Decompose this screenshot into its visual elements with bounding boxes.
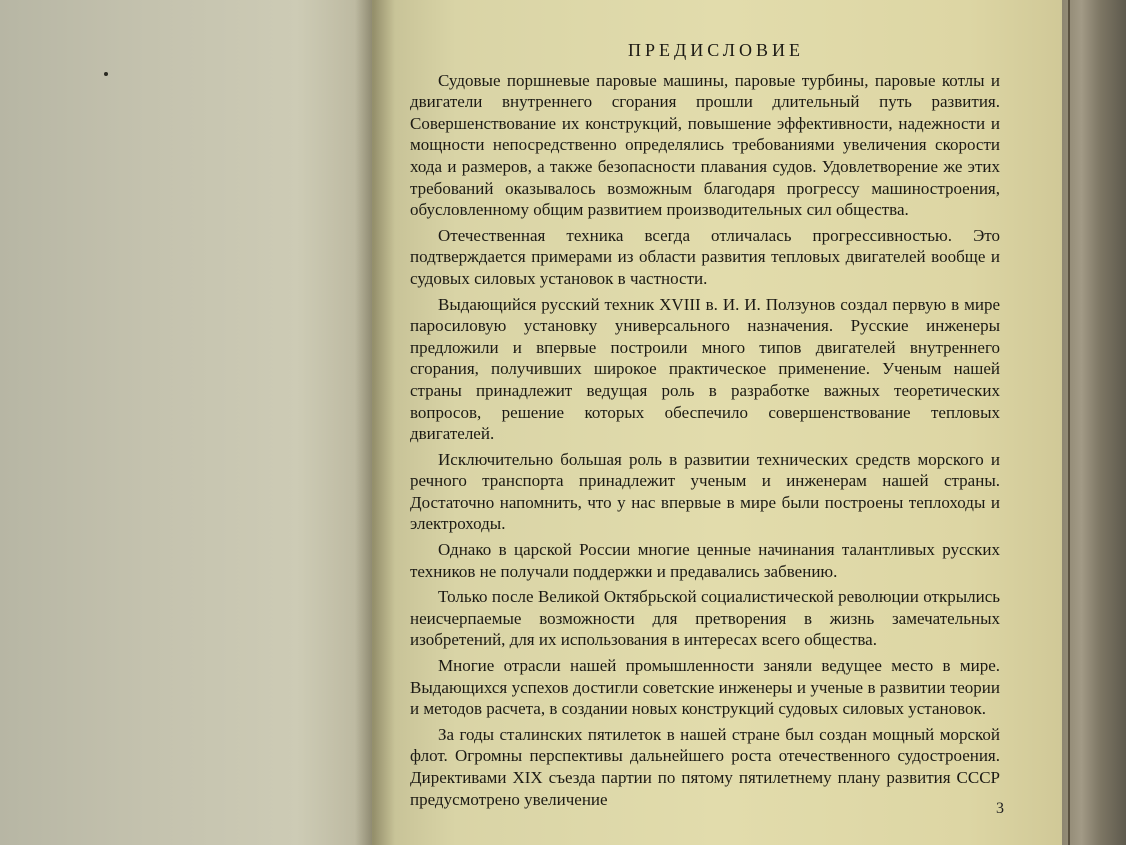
page-heading: ПРЕДИСЛОВИЕ	[627, 40, 805, 60]
paragraph: Судовые поршневые паровые машины, паровые турбины, паровые котлы и двигатели внутреннего сгорания прошли длительный путь развития. Совершенствование их конструкций, повышение эффективности, надежности и мощности непосредственно определялись требованиями увеличения скорости хода и размеров, а также безопасности плавания судов. Удовлетворение же этих требований оказывалось возможным благодаря прогрессу машиностроения, обусловленному общим развитием производительных сил общества.	[410, 70, 1000, 220]
book-gutter	[355, 0, 395, 845]
paragraph: За годы сталинских пятилеток в нашей стране был создан мощный морской флот. Огромны перспективы дальнейшего роста отечественного судостроения. Директивами XIX съезда партии по пятому пятилетнему плану развития СССР предусмотрено увеличение	[410, 724, 1000, 809]
paragraph: Отечественная техника всегда отличалась прогрессивностью. Это подтверждается примерами из области развития тепловых двигателей вообще и судовых силовых установок в частности.	[410, 225, 1000, 288]
page-edge-line	[1068, 0, 1070, 845]
paragraph: Только после Великой Октябрьской социалистической революции открылись неисчерпаемые возможности для претворения в жизнь замечательных изобретений, для их использования в интересах всего общества.	[410, 587, 1000, 650]
left-page	[0, 0, 372, 845]
paragraph: Выдающийся русский техник XVIII в. И. И. Ползунов создал первую в мире паросиловую установку универсального назначения. Русские инженеры предложили и впервые построили много типов двигателей внутреннего сгорания, получивших широкое практическое применение. Ученым нашей страны принадлежит ведущая роль в разработке важных теоретических вопросов, решение которых обеспечило совершенствование тепловых двигателей.	[410, 294, 1000, 444]
page-number: 3	[996, 800, 1004, 817]
text-column	[410, 40, 1000, 810]
paragraph: Исключительно большая роль в развитии технических средств морского и речного транспорта принадлежит ученым и инженерам нашей страны. Достаточно напомнить, что у нас впервые в мире были построены теплоходы и электроходы.	[410, 449, 1000, 534]
paragraph: Многие отрасли нашей промышленности заняли ведущее место в мире. Выдающихся успехов достигли советские инженеры и ученые в развитии теории и методов расчета, в создании новых конструкций судовых силовых установок.	[410, 656, 1000, 719]
page-speck	[104, 72, 108, 76]
page-edge	[1062, 0, 1126, 845]
paragraph: Однако в царской России многие ценные начинания талантливых русских техников не получали поддержки и предавались забвению.	[410, 540, 1000, 581]
